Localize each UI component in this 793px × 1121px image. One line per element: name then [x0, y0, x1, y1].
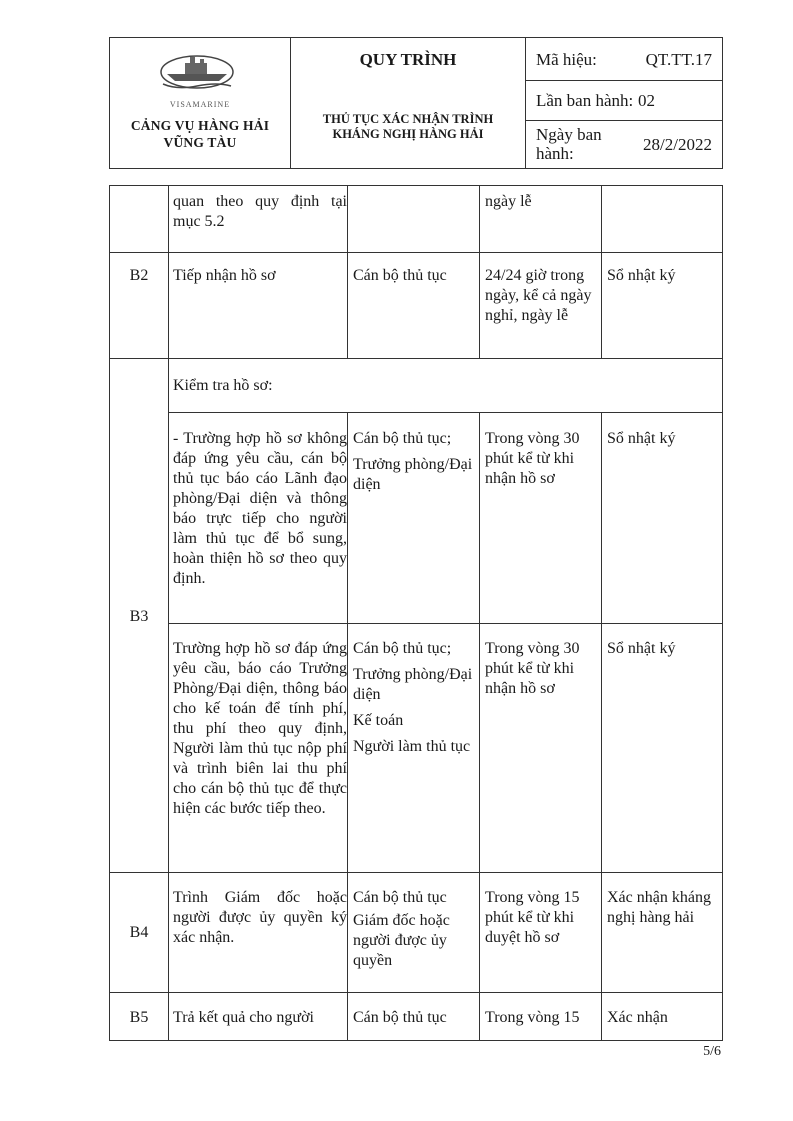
step-b3: B3	[129, 608, 149, 625]
date-label-line2: hành:	[536, 144, 574, 163]
b3-sub1-time: Trong vòng 30 phút kể từ khi nhận hồ sơ	[485, 430, 580, 487]
doc-type: QUY TRÌNH	[359, 50, 457, 69]
document-header	[109, 37, 723, 169]
date-row	[526, 121, 722, 168]
issue-row	[526, 81, 722, 121]
doc-title-line2: KHÁNG NGHỊ HÀNG HẢI	[332, 127, 484, 141]
b3-sub2-responsible	[353, 639, 477, 763]
b5-record: Xác nhận	[607, 1009, 668, 1026]
b4-time: Trong vòng 15 phút kể từ khi duyệt hồ sơ	[485, 889, 580, 946]
code-row	[526, 38, 722, 81]
b3-sub2-content: Trường hợp hồ sơ đáp ứng yêu cầu, báo cáo Trưởng Phòng/Đại diện, thông báo cho kế toán để tính phí, thu phí theo quy định, Người làm thủ tục nộp phí và trình biên lai thu phí cho cán bộ thủ tục để thực hiện các bước tiếp theo.	[173, 640, 347, 817]
b2-responsible: Cán bộ thủ tục	[353, 267, 447, 284]
doc-meta-cell	[526, 38, 722, 168]
b3-sub2-responsible-2: Trưởng phòng/Đại diện	[353, 666, 473, 703]
b5-time: Trong vòng 15	[485, 1009, 580, 1026]
b3-sub1-responsible-1: Cán bộ thủ tục;	[353, 430, 452, 447]
b3-sub1-responsible	[353, 429, 477, 501]
b3-sub2-responsible-4: Người làm thủ tục	[353, 738, 471, 755]
b2-content: Tiếp nhận hồ sơ	[173, 267, 276, 284]
b3-sub2-responsible-1: Cán bộ thủ tục;	[353, 640, 452, 657]
org-name-line1: CẢNG VỤ HÀNG HẢI	[130, 118, 270, 133]
org-cell	[110, 38, 291, 168]
doc-title-cell	[291, 38, 526, 168]
date-label-line1: Ngày ban	[536, 125, 602, 144]
step-b2: B2	[129, 267, 149, 284]
procedure-table	[109, 185, 723, 1041]
b4-responsible-1: Cán bộ thủ tục	[353, 889, 447, 906]
issue-value: 02	[638, 91, 655, 110]
b3-sub2-responsible-3: Kế toán	[353, 712, 404, 729]
logo-text: VISAMARINE	[169, 100, 231, 109]
r0-time: ngày lễ	[485, 193, 532, 210]
date-value: 28/2/2022	[643, 135, 712, 154]
b2-time: 24/24 giờ trong ngày, kể cả ngày nghỉ, ngày lễ	[485, 267, 592, 324]
step-b5: B5	[129, 1009, 149, 1026]
org-name-line2: VŨNG TÀU	[163, 135, 237, 150]
b3-sub2-record: Sổ nhật ký	[607, 640, 676, 657]
b3-sub1-record: Sổ nhật ký	[607, 430, 676, 447]
issue-label: Lần ban hành:	[536, 91, 634, 110]
date-label	[536, 125, 602, 163]
b4-content: Trình Giám đốc hoặc người được ủy quyền ký xác nhận.	[173, 889, 347, 946]
b4-responsible	[353, 888, 477, 977]
b4-record: Xác nhận kháng nghị hàng hải	[607, 889, 711, 926]
step-b4: B4	[129, 924, 149, 941]
b3-sub1-responsible-2: Trưởng phòng/Đại diện	[353, 456, 473, 493]
r0-content: quan theo quy định tại mục 5.2	[173, 193, 347, 230]
b5-responsible: Cán bộ thủ tục	[353, 1009, 447, 1026]
ship-logo-icon	[157, 48, 237, 108]
code-label: Mã hiệu:	[536, 50, 597, 69]
b3-heading: Kiểm tra hồ sơ:	[173, 377, 273, 394]
page-number: 5/6	[703, 1044, 721, 1059]
doc-title-line1: THỦ TỤC XÁC NHẬN TRÌNH	[322, 112, 494, 126]
b5-content: Trả kết quả cho người	[173, 1009, 314, 1026]
code-value: QT.TT.17	[645, 50, 712, 69]
b2-record: Sổ nhật ký	[607, 267, 676, 284]
b4-responsible-2: Giám đốc hoặc người được ủy quyền	[353, 912, 450, 969]
b3-sub1-content: - Trường hợp hồ sơ không đáp ứng yêu cầu, cán bộ thủ tục báo cáo Lãnh đạo phòng/Đại diện và thông báo trực tiếp cho người làm thủ tục để bổ sung, hoàn thiện hồ sơ theo quy định.	[173, 430, 347, 587]
doc-title	[291, 112, 525, 142]
b3-sub2-time: Trong vòng 30 phút kể từ khi nhận hồ sơ	[485, 640, 580, 697]
